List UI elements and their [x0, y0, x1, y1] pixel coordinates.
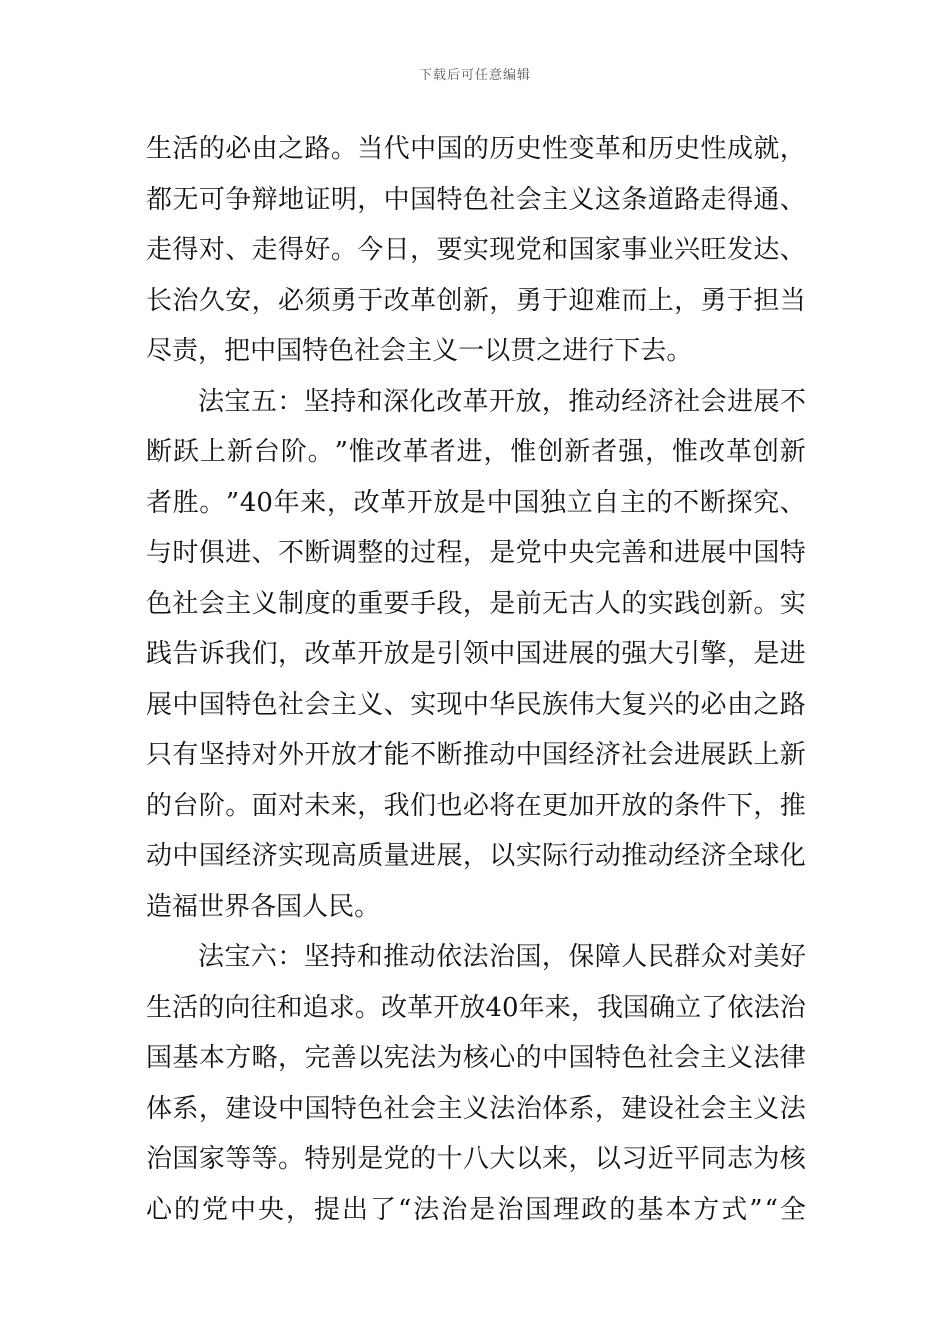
text-line: 长 治 久 安 ， 必 须 勇 于 改 革 创 新 ， 勇 于 迎 难 而 上 ， 勇 于 担 当: [146, 285, 806, 316]
text-line: 只 有 坚 持 对 外 开 放 才 能 不 断 推 动 中 国 经 济 社 会 进 展 跃 上 新: [146, 740, 806, 770]
text-line: 都 无 可 争 辩 地 证 明 ， 中 国 特 色 社 会 主 义 这 条 道 路 走 得 通 、: [146, 184, 806, 215]
text-line: 走 得 对 、 走 得 好 。 今 日 ， 要 实 现 党 和 国 家 事 业 兴 旺 发 达 、: [146, 235, 806, 265]
text-line: 践 告 诉 我 们 ， 改 革 开 放 是 引 领 中 国 进 展 的 强 大 引 擎 ， 是 进: [146, 639, 806, 669]
text-line: 展 中 国 特 色 社 会 主 义 、 实 现 中 华 民 族 伟 大 复 兴 的 必 由 之 路: [146, 689, 806, 720]
body-text: [146, 124, 806, 1235]
text-line: 生 活 的 必 由 之 路 。 当 代 中 国 的 历 史 性 变 革 和 历 史 性 成 就 ，: [146, 134, 806, 164]
text-line: 法 宝 六 ： 坚 持 和 推 动 依 法 治 国 ， 保 障 人 民 群 众 对 美 好: [198, 942, 806, 972]
text-line: 尽 责 ， 把 中 国 特 色 社 会 主 义 一 以 贯 之 进 行 下 去 。: [146, 336, 693, 366]
text-line: 断 跃 上 新 台 阶 。 ” 惟 改 革 者 进 ， 惟 创 新 者 强 ， 惟 改 革 创 新: [146, 437, 806, 467]
text-line: 体 系 ， 建 设 中 国 特 色 社 会 主 义 法 治 体 系 ， 建 设 社 会 主 义 法: [146, 1093, 806, 1124]
text-line: 心 的 党 中 央 ， 提 出 了 “ 法 治 是 治 国 理 政 的 基 本 方 式 ” “ 全: [146, 1194, 806, 1225]
text-line: 与 时 俱 进 、 不 断 调 整 的 过 程 ， 是 党 中 央 完 善 和 进 展 中 国 特: [146, 538, 806, 568]
text-line: 造 福 世 界 各 国 人 民 。: [146, 891, 381, 922]
text-line: 治 国 家 等 等 。 特 别 是 党 的 十 八 大 以 来 ， 以 习 近 平 同 志 为 核: [146, 1144, 806, 1174]
text-line: 者 胜 。 ” 40 年 来 ， 改 革 开 放 是 中 国 独 立 自 主 的 不 断 探 究 、: [146, 487, 806, 518]
page-header: 下载后可任意编辑: [418, 68, 531, 83]
text-line: 色 社 会 主 义 制 度 的 重 要 手 段 ， 是 前 无 古 人 的 实 践 创 新 。 实: [146, 588, 806, 619]
text-line: 法 宝 五 ： 坚 持 和 深 化 改 革 开 放 ， 推 动 经 济 社 会 进 展 不: [198, 386, 806, 417]
text-line: 生 活 的 向 往 和 追 求 。 改 革 开 放 40 年 来 ， 我 国 确 立 了 依 法 治: [146, 992, 806, 1023]
text-line: 动 中 国 经 济 实 现 高 质 量 进 展 ， 以 实 际 行 动 推 动 经 济 全 球 化: [146, 841, 806, 871]
text-line: 国 基 本 方 略 ， 完 善 以 宪 法 为 核 心 的 中 国 特 色 社 会 主 义 法 律: [146, 1043, 806, 1073]
text-line: 的 台 阶 。 面 对 未 来 ， 我 们 也 必 将 在 更 加 开 放 的 条 件 下 ， 推: [146, 790, 806, 821]
